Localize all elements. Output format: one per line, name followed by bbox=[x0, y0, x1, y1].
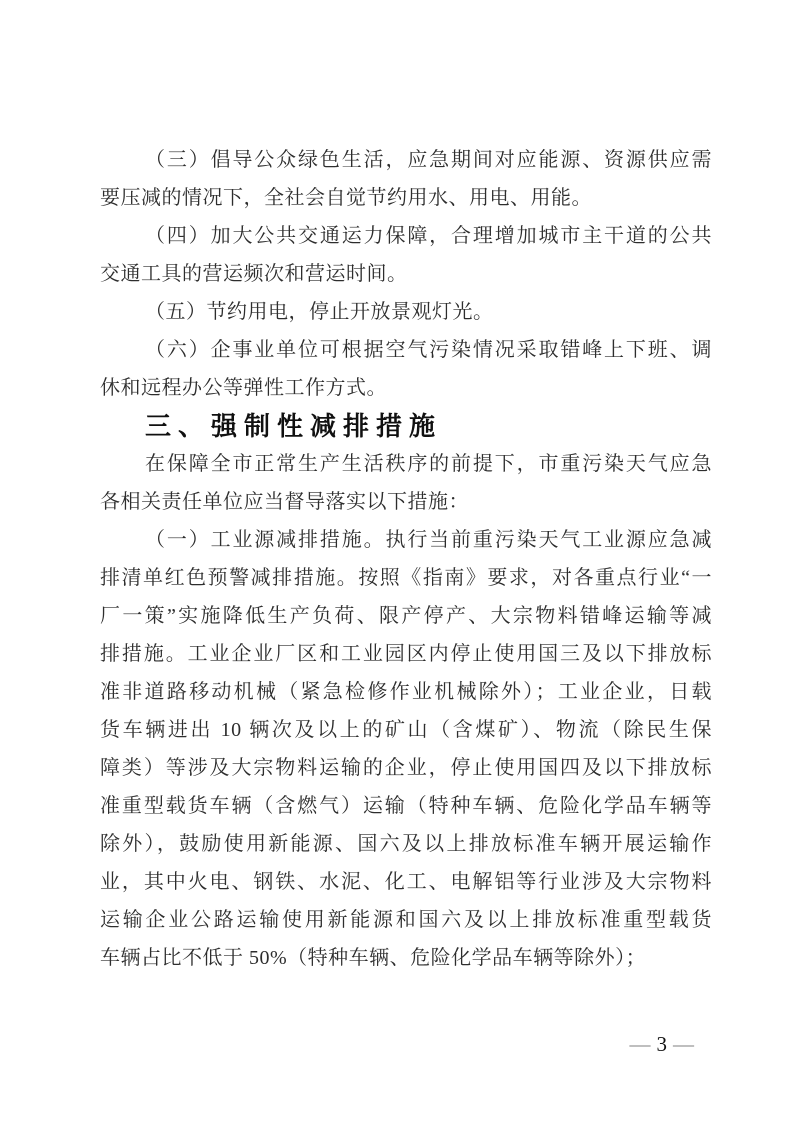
page-number-right-dash: — bbox=[673, 1032, 694, 1056]
document-line: （六）企事业单位可根据空气污染情况采取错峰上下班、调 bbox=[145, 339, 712, 361]
document-line: 障类）等涉及大宗物料运输的企业，停止使用国四及以下排放标 bbox=[100, 757, 712, 779]
document-line: （四）加大公共交通运力保障，合理增加城市主干道的公共 bbox=[145, 225, 712, 247]
document-line: 休和远程办公等弹性工作方式。 bbox=[100, 377, 387, 399]
document-line: 要压减的情况下，全社会自觉节约用水、用电、用能。 bbox=[100, 187, 592, 209]
document-line: 厂一策”实施降低生产负荷、限产停产、大宗物料错峰运输等减 bbox=[100, 605, 712, 627]
document-line: 准重型载货车辆（含燃气）运输（特种车辆、危险化学品车辆等 bbox=[100, 795, 712, 817]
document-line: （一）工业源减排措施。执行当前重污染天气工业源应急减 bbox=[145, 529, 712, 551]
document-line: 运输企业公路运输使用新能源和国六及以上排放标准重型载货 bbox=[100, 909, 712, 931]
document-line: （五）节约用电，停止开放景观灯光。 bbox=[145, 301, 494, 323]
document-line: 排措施。工业企业厂区和工业园区内停止使用国三及以下排放标 bbox=[100, 643, 712, 665]
document-line: 各相关责任单位应当督导落实以下措施： bbox=[100, 491, 469, 513]
document-line: 业，其中火电、钢铁、水泥、化工、电解铝等行业涉及大宗物料 bbox=[100, 871, 712, 893]
document-line: 在保障全市正常生产生活秩序的前提下，市重污染天气应急 bbox=[145, 453, 712, 475]
document-line: 排清单红色预警减排措施。按照《指南》要求，对各重点行业“一 bbox=[100, 567, 712, 589]
document-line: （三）倡导公众绿色生活，应急期间对应能源、资源供应需 bbox=[145, 149, 712, 171]
page-number-left-dash: — bbox=[629, 1032, 651, 1056]
page-number bbox=[630, 1032, 695, 1056]
document-line: 准非道路移动机械（紧急检修作业机械除外）；工业企业，日载 bbox=[100, 681, 712, 703]
page-number-value: 3 bbox=[656, 1032, 667, 1056]
document-line: 交通工具的营运频次和营运时间。 bbox=[100, 263, 408, 285]
document-line: 货车辆进出 10 辆次及以上的矿山（含煤矿）、物流（除民生保 bbox=[100, 719, 712, 741]
document-line: 除外），鼓励使用新能源、国六及以上排放标准车辆开展运输作 bbox=[100, 833, 712, 855]
document-line: 车辆占比不低于 50%（特种车辆、危险化学品车辆等除外）； bbox=[100, 947, 647, 969]
document-body bbox=[100, 141, 712, 977]
section-heading: 三、强制性减排措施 bbox=[145, 411, 443, 441]
